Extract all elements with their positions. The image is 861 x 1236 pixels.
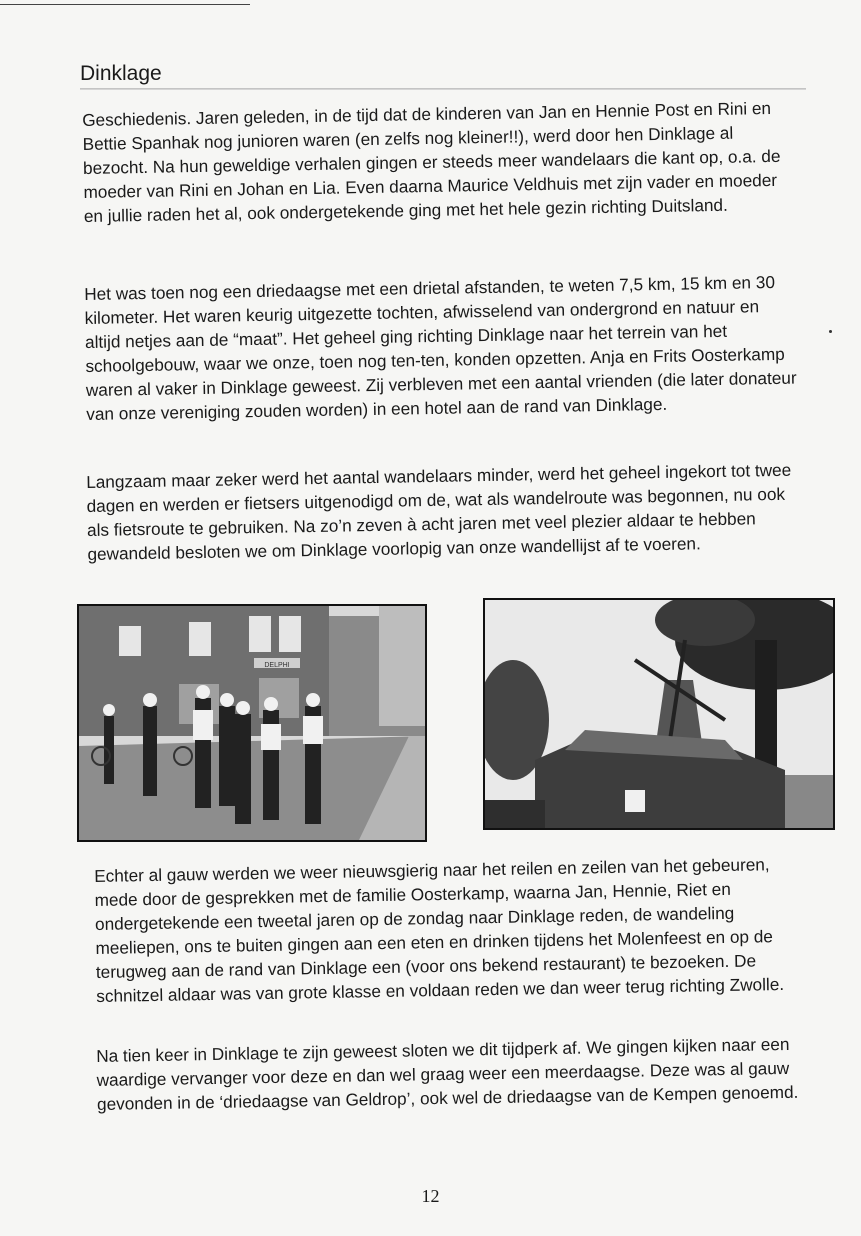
heading-underline xyxy=(80,88,806,90)
section-heading: Dinklage xyxy=(80,62,162,85)
paragraph-driedaagse: Het was toen nog een driedaagse met een drietal afstanden, te weten 7,5 km, 15 km en 30 kilometer. Het waren keurig uitgezette tochten, afwisselend van ondergrond en natuur en altijd netjes aan de “maat”. Het geheel ging richting Dinklage naar het terrein van het schoolgebouw, waar we onze, toen nog ten-ten, konden opzetten. Anja en Frits Oosterkamp waren al vaker in Dinklage geweest. Zij verbleven met een aantal vrienden (die later donateur van onze vereniging zouden worden) in een hotel aan de rand van Dinklage. xyxy=(84,271,797,424)
paragraph-history: Geschiedenis. Jaren geleden, in de tijd dat de kinderen van Jan en Hennie Post en Rini en Bettie Spanhak nog junioren waren (en zelfs nog kleiner!!), werd door hen Dinklage al bezocht. Na hun geweldige verhalen gingen er steeds meer wandelaars die kant op, o.a. de moeder van Rini en Johan en Lia. Even daarna Maurice Veldhuis met zijn vader en moeder en jullie raden het al, ook ondergetekende ging met het hele gezin richting Duitsland. xyxy=(82,97,781,226)
top-rule xyxy=(0,4,250,5)
photo-group-walkers xyxy=(77,604,427,842)
page-number: 12 xyxy=(421,1186,440,1206)
scan-speck xyxy=(829,330,832,333)
shop-sign-text: DELPHI xyxy=(264,662,290,669)
paragraph-revisit: Echter al gauw werden we weer nieuwsgierig naar het reilen en zeilen van het gebeuren, mede door de gesprekken met de familie Oosterkamp, waarna Jan, Hennie, Riet en ondergetekende een tweetal jaren op de zondag naar Dinklage reden, de wandeling meeliepen, ons te buiten gingen aan een eten en drinken tijdens het Molenfeest en op de terugweg aan de rand van Dinklage een (voor ons bekend restaurant) te bezoeken. De schnitzel aldaar was van grote klasse en voldaan reden we dan weer terug richting Zwolle. xyxy=(94,854,785,1006)
paragraph-conclusion: Na tien keer in Dinklage te zijn geweest sloten we dit tijdperk af. We gingen kijken naar een waardige vervanger voor deze en dan wel graag weer een meerdaagse. Deze was al gauw gevonden in de ‘driedaagse van Geldrop’, ook wel de driedaagse van de Kempen genoemd. xyxy=(96,1033,799,1114)
paragraph-decline: Langzaam maar zeker werd het aantal wandelaars minder, werd het geheel ingekort tot twee dagen en werden er fietsers uitgenodigd om de, wat als wandelroute was begonnen, nu ook als fietsroute te gebruiken. Na zo’n zeven à acht jaren met veel plezier aldaar te hebben gewandeld besloten we om Dinklage voorlopig van onze wandellijst af te voeren. xyxy=(86,459,792,564)
photo-windmill xyxy=(483,598,835,830)
